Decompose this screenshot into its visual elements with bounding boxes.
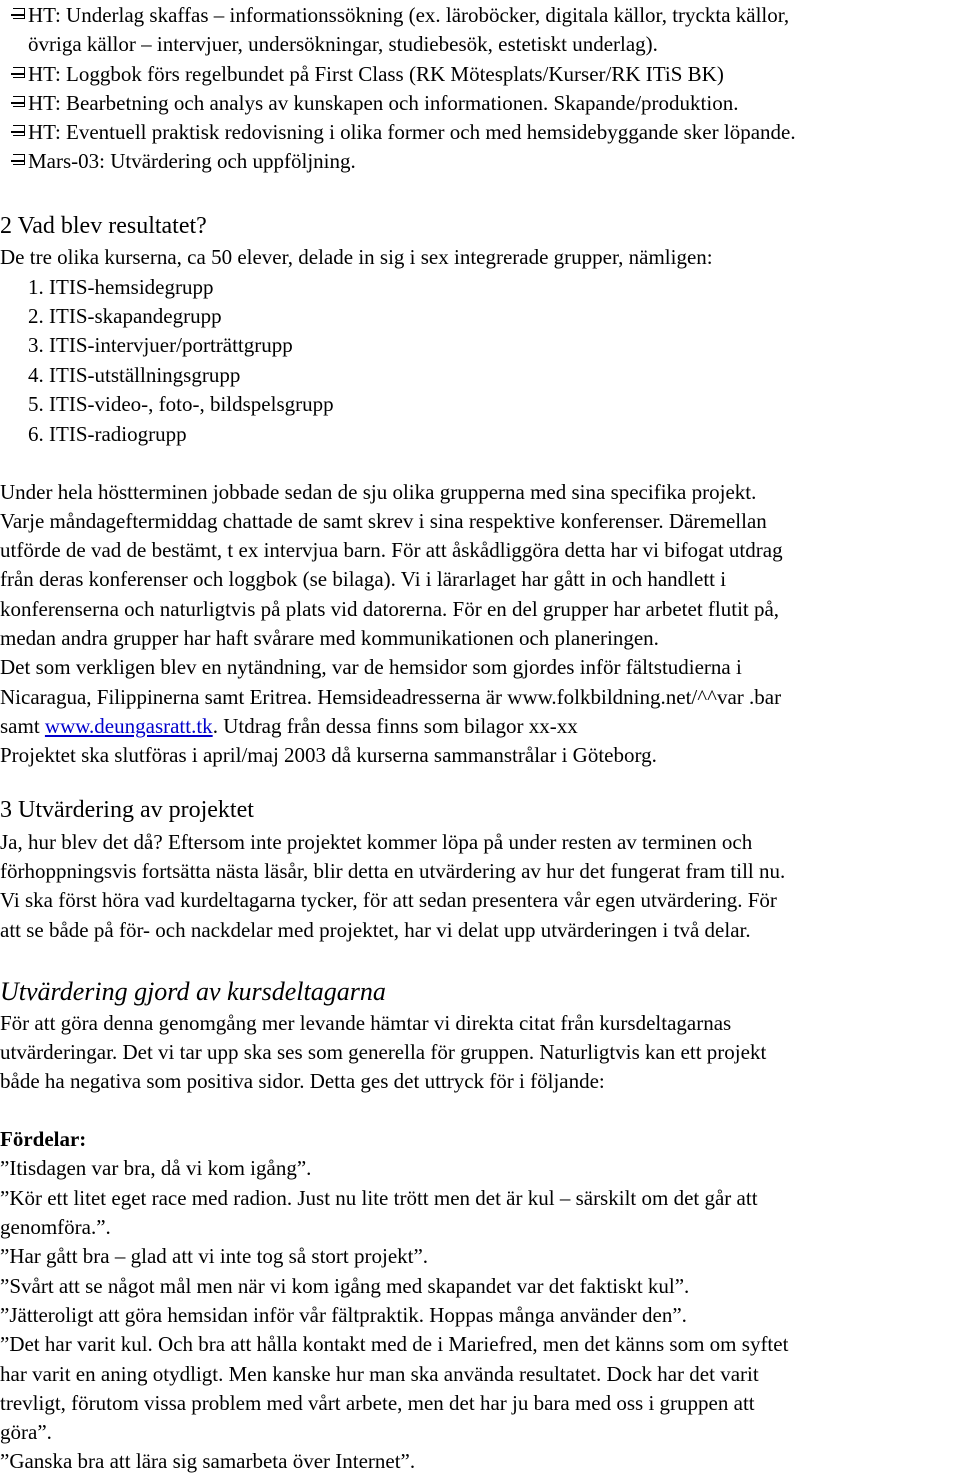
paragraph-line: Det som verkligen blev en nytändning, var de hemsidor som gjordes inför fältstudierna i [0,655,742,679]
bullet-item-continuation: övriga källor – intervjuer, undersökningar, studiebesök, estetiskt underlag). [28,32,658,56]
paragraph-line: Under hela höstterminen jobbade sedan de sju olika grupperna med sina specifika projekt. [0,480,757,504]
paragraph-line: För att göra denna genomgång mer levande hämtar vi direkta citat från kursdeltagarnas [0,1011,732,1035]
paragraph-line: Varje måndageftermiddag chattade de samt skrev i sina respektive konferenser. Däremellan [0,509,767,533]
paragraph-line: både ha negativa som positiva sidor. Detta ges det uttryck för i följande: [0,1069,605,1093]
group-list-item: 6. ITIS-radiogrupp [28,422,187,446]
paragraph-line: konferenserna och naturligtvis på plats vid datorerna. För en del grupper har arbetet flutit på, [0,597,780,621]
bullet-arrow-icon [0,63,28,83]
fordelar-heading: Fördelar: [0,1127,87,1151]
bullet-arrow-icon [0,121,28,141]
paragraph-line: Nicaragua, Filippinerna samt Eritrea. Hemsideadresserna är www.folkbildning.net/^^var .bar [0,685,782,709]
quote-line: ”Har gått bra – glad att vi inte tog så stort projekt”. [0,1244,429,1268]
quote-line: ”Jätteroligt att göra hemsidan inför vår fältpraktik. Hoppas många använder den”. [0,1303,687,1327]
paragraph-line: De tre olika kurserna, ca 50 elever, delade in sig i sex integrerade grupper, nämligen: [0,245,713,269]
quote-line: ”Ganska bra att lära sig samarbeta över Internet”. [0,1449,416,1473]
paragraph-line: Vi ska först höra vad kurdeltagarna tycker, för att sedan presentera vår egen utvärdering. För [0,888,777,912]
section-heading: 3 Utvärdering av projektet [0,797,254,823]
quote-line: göra”. [0,1420,52,1444]
bullet-item: HT: Bearbetning och analys av kunskapen och informationen. Skapande/produktion. [0,89,738,118]
quote-line: ”Kör ett litet eget race med radion. Just nu lite trött men det är kul – särskilt om det går att [0,1186,758,1210]
quote-line: ”Det har varit kul. Och bra att hålla kontakt med de i Mariefred, men det känns som om syftet [0,1332,789,1356]
paragraph-line: Ja, hur blev det då? Eftersom inte projektet kommer löpa på under resten av terminen och [0,830,753,854]
group-list-item: 5. ITIS-video-, foto-, bildspelsgrupp [28,392,334,416]
website-link[interactable]: www.deungasratt.tk [44,714,213,738]
paragraph-line: förhoppningsvis fortsätta nästa läsår, blir detta en utvärdering av hur det fungerat fram till nu. [0,859,786,883]
paragraph-line-with-link: samt www.deungasratt.tk. Utdrag från dessa finns som bilagor xx-xx [0,714,578,738]
bullet-arrow-icon [0,150,28,170]
group-list-item: 2. ITIS-skapandegrupp [28,304,222,328]
quote-line: trevligt, förutom vissa problem med vårt arbete, men det har ju bara med oss i gruppen att [0,1391,755,1415]
quote-line: ”Svårt att se något mål men när vi kom igång med skapandet var det faktiskt kul”. [0,1274,690,1298]
group-list-item: 3. ITIS-intervjuer/porträttgrupp [28,333,293,357]
bullet-arrow-icon [0,4,28,24]
bullet-arrow-icon [0,92,28,112]
paragraph-line: medan andra grupper har haft svårare med kommunikationen och planeringen. [0,626,659,650]
paragraph-line: från deras konferenser och loggbok (se bilaga). Vi i lärarlaget har gått in och handlett i [0,567,727,591]
bullet-item: Mars-03: Utvärdering och uppföljning. [0,147,356,176]
bullet-item: HT: Underlag skaffas – informationssökning (ex. läroböcker, digitala källor, tryckta källor, [0,1,789,30]
quote-line: har varit en aning otydligt. Men kanske hur man ska använda resultatet. Dock har det varit [0,1362,759,1386]
paragraph-line: utförde de vad de bestämt, t ex intervjua barn. För att åskådliggöra detta har vi bifogat utdrag [0,538,783,562]
subsection-heading: Utvärdering gjord av kursdeltagarna [0,977,386,1006]
paragraph-line: Projektet ska slutföras i april/maj 2003 då kurserna sammanstrålar i Göteborg. [0,743,657,767]
paragraph-line: att se både på för- och nackdelar med projektet, har vi delat upp utvärderingen i två delar. [0,918,751,942]
quote-line: genomföra.”. [0,1215,111,1239]
bullet-item: HT: Eventuell praktisk redovisning i olika former och med hemsidebyggande sker löpande. [0,118,796,147]
quote-line: ”Itisdagen var bra, då vi kom igång”. [0,1156,312,1180]
paragraph-line: utvärderingar. Det vi tar upp ska ses som generella för gruppen. Naturligtvis kan ett projekt [0,1040,767,1064]
section-heading: 2 Vad blev resultatet? [0,213,207,239]
group-list-item: 4. ITIS-utställningsgrupp [28,363,241,387]
bullet-item: HT: Loggbok förs regelbundet på First Class (RK Mötesplats/Kurser/RK ITiS BK) [0,60,724,89]
group-list-item: 1. ITIS-hemsidegrupp [28,275,214,299]
